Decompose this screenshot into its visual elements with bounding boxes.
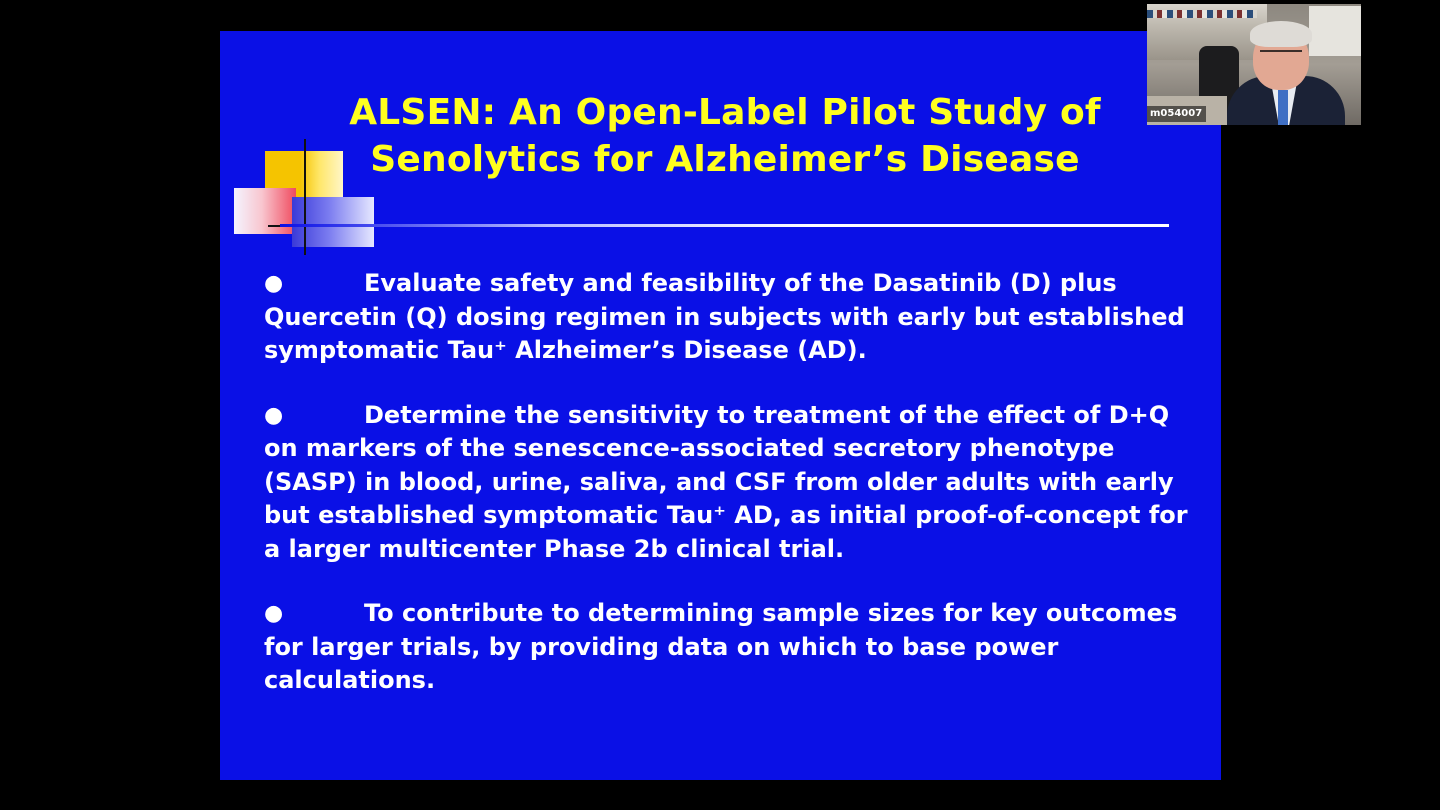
participant-glasses [1260, 50, 1302, 59]
bullet-icon: ● [264, 271, 284, 296]
decoration-red-square [234, 188, 296, 234]
title-divider [280, 224, 1169, 227]
webcam-whiteboard [1309, 6, 1361, 56]
participant-video-tile[interactable] [1147, 4, 1361, 125]
bullet-item [264, 267, 1194, 368]
participant-name-label: m054007 [1147, 106, 1206, 122]
bullet-item [264, 399, 1194, 567]
slide-title-line-1: ALSEN: An Open-Label Pilot Study of [349, 92, 1101, 133]
bullet-item [264, 597, 1194, 698]
bullet-text: Evaluate safety and feasibility of the Dasatinib (D) plus Quercetin (Q) dosing regimen in subjects with early but established symptomatic Tau⁺ Alzheimer’s Disease (AD). [264, 269, 1185, 364]
presentation-slide [220, 31, 1221, 780]
bullet-icon: ● [264, 601, 284, 626]
slide-title [310, 89, 1140, 183]
slide-title-line-2: Senolytics for Alzheimer’s Disease [370, 139, 1080, 180]
participant-hair [1250, 21, 1312, 47]
bullet-text: Determine the sensitivity to treatment of the effect of D+Q on markers of the senescence-associated secretory phenotype (SASP) in blood, urine, saliva, and CSF from older adults with early but established symptomatic Tau⁺ AD, as initial proof-of-concept for a larger multicenter Phase 2b clinical trial. [264, 400, 1188, 563]
bullet-list [264, 267, 1194, 729]
bullet-text: To contribute to determining sample sizes for key outcomes for larger trials, by providing data on which to base power calculations. [264, 599, 1178, 694]
participant-tie [1278, 90, 1288, 125]
webcam-books [1147, 10, 1257, 18]
bullet-icon: ● [264, 402, 284, 428]
decoration-vertical-line [304, 139, 306, 255]
